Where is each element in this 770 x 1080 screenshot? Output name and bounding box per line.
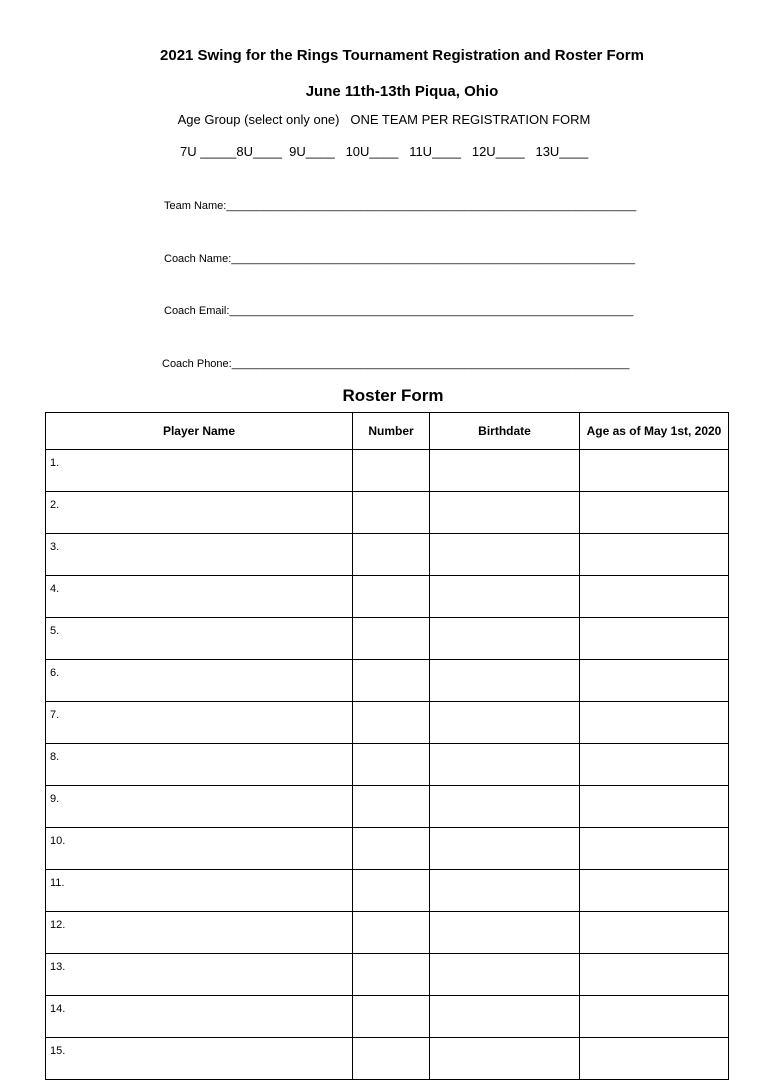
number-cell[interactable] (353, 996, 430, 1038)
coach-email-field[interactable]: Coach Email:__________________________________________________________________ (164, 305, 634, 317)
player-name-cell[interactable]: 8. (46, 744, 353, 786)
table-row (46, 954, 729, 996)
number-cell[interactable] (353, 492, 430, 534)
age-cell[interactable] (580, 744, 729, 786)
birthdate-cell[interactable] (430, 492, 580, 534)
age-group-options (180, 144, 588, 159)
age-cell[interactable] (580, 450, 729, 492)
birthdate-cell[interactable] (430, 786, 580, 828)
age-option-8u[interactable]: 8U____ (236, 144, 282, 159)
birthdate-cell[interactable] (430, 828, 580, 870)
birthdate-cell[interactable] (430, 1038, 580, 1080)
age-option-11u[interactable]: 11U____ (409, 144, 461, 159)
age-cell[interactable] (580, 492, 729, 534)
column-player-name: Player Name (46, 413, 353, 450)
player-name-cell[interactable]: 10. (46, 828, 353, 870)
age-option-9u[interactable]: 9U____ (289, 144, 335, 159)
birthdate-cell[interactable] (430, 996, 580, 1038)
age-option-10u[interactable]: 10U____ (345, 144, 399, 159)
table-row (46, 702, 729, 744)
number-cell[interactable] (353, 1038, 430, 1080)
number-cell[interactable] (353, 786, 430, 828)
coach-name-field[interactable]: Coach Name:__________________________________________________________________ (164, 253, 636, 265)
player-name-cell[interactable]: 3. (46, 534, 353, 576)
table-row (46, 660, 729, 702)
birthdate-cell[interactable] (430, 450, 580, 492)
age-cell[interactable] (580, 702, 729, 744)
number-cell[interactable] (353, 576, 430, 618)
number-cell[interactable] (353, 744, 430, 786)
birthdate-cell[interactable] (430, 534, 580, 576)
age-group-instructions: Age Group (select only one) ONE TEAM PER REGISTRATION FORM (177, 112, 591, 127)
player-name-cell[interactable]: 9. (46, 786, 353, 828)
team-name-field[interactable]: Team Name:___________________________________________________________________ (164, 200, 637, 212)
age-cell[interactable] (580, 576, 729, 618)
birthdate-cell[interactable] (430, 870, 580, 912)
age-cell[interactable] (580, 870, 729, 912)
number-cell[interactable] (353, 702, 430, 744)
age-option-12u[interactable]: 12U____ (471, 144, 525, 159)
column-birthdate: Birthdate (430, 413, 580, 450)
age-option-13u[interactable]: 13U____ (535, 144, 589, 159)
player-name-cell[interactable]: 7. (46, 702, 353, 744)
table-row (46, 870, 729, 912)
roster-title: Roster Form (342, 386, 444, 405)
age-cell[interactable] (580, 660, 729, 702)
birthdate-cell[interactable] (430, 954, 580, 996)
number-cell[interactable] (353, 828, 430, 870)
form-title: 2021 Swing for the Rings Tournament Registration and Roster Form (160, 47, 644, 64)
number-cell[interactable] (353, 618, 430, 660)
player-name-cell[interactable]: 13. (46, 954, 353, 996)
number-cell[interactable] (353, 450, 430, 492)
table-row (46, 828, 729, 870)
age-cell[interactable] (580, 954, 729, 996)
player-name-cell[interactable]: 12. (46, 912, 353, 954)
table-row (46, 1038, 729, 1080)
age-cell[interactable] (580, 996, 729, 1038)
birthdate-cell[interactable] (430, 660, 580, 702)
event-dates-location: June 11th-13th Piqua, Ohio (305, 83, 499, 100)
birthdate-cell[interactable] (430, 744, 580, 786)
table-row (46, 786, 729, 828)
player-name-cell[interactable]: 6. (46, 660, 353, 702)
table-row (46, 912, 729, 954)
birthdate-cell[interactable] (430, 618, 580, 660)
table-row (46, 618, 729, 660)
player-name-cell[interactable]: 1. (46, 450, 353, 492)
player-name-cell[interactable]: 2. (46, 492, 353, 534)
roster-header-row (46, 413, 729, 450)
table-row (46, 534, 729, 576)
player-name-cell[interactable]: 5. (46, 618, 353, 660)
number-cell[interactable] (353, 912, 430, 954)
table-row (46, 450, 729, 492)
player-name-cell[interactable]: 4. (46, 576, 353, 618)
birthdate-cell[interactable] (430, 702, 580, 744)
birthdate-cell[interactable] (430, 576, 580, 618)
age-cell[interactable] (580, 786, 729, 828)
number-cell[interactable] (353, 870, 430, 912)
table-row (46, 576, 729, 618)
player-name-cell[interactable]: 14. (46, 996, 353, 1038)
age-cell[interactable] (580, 1038, 729, 1080)
age-cell[interactable] (580, 534, 729, 576)
age-cell[interactable] (580, 618, 729, 660)
table-row (46, 996, 729, 1038)
roster-table (45, 412, 729, 1080)
coach-phone-field[interactable]: Coach Phone:_________________________________________________________________ (162, 358, 630, 370)
birthdate-cell[interactable] (430, 912, 580, 954)
age-option-7u[interactable]: 7U _____ (180, 144, 237, 159)
number-cell[interactable] (353, 660, 430, 702)
table-row (46, 744, 729, 786)
age-cell[interactable] (580, 828, 729, 870)
table-row (46, 492, 729, 534)
number-cell[interactable] (353, 534, 430, 576)
column-age: Age as of May 1st, 2020 (580, 413, 729, 450)
player-name-cell[interactable]: 11. (46, 870, 353, 912)
column-number: Number (353, 413, 430, 450)
age-cell[interactable] (580, 912, 729, 954)
player-name-cell[interactable]: 15. (46, 1038, 353, 1080)
number-cell[interactable] (353, 954, 430, 996)
